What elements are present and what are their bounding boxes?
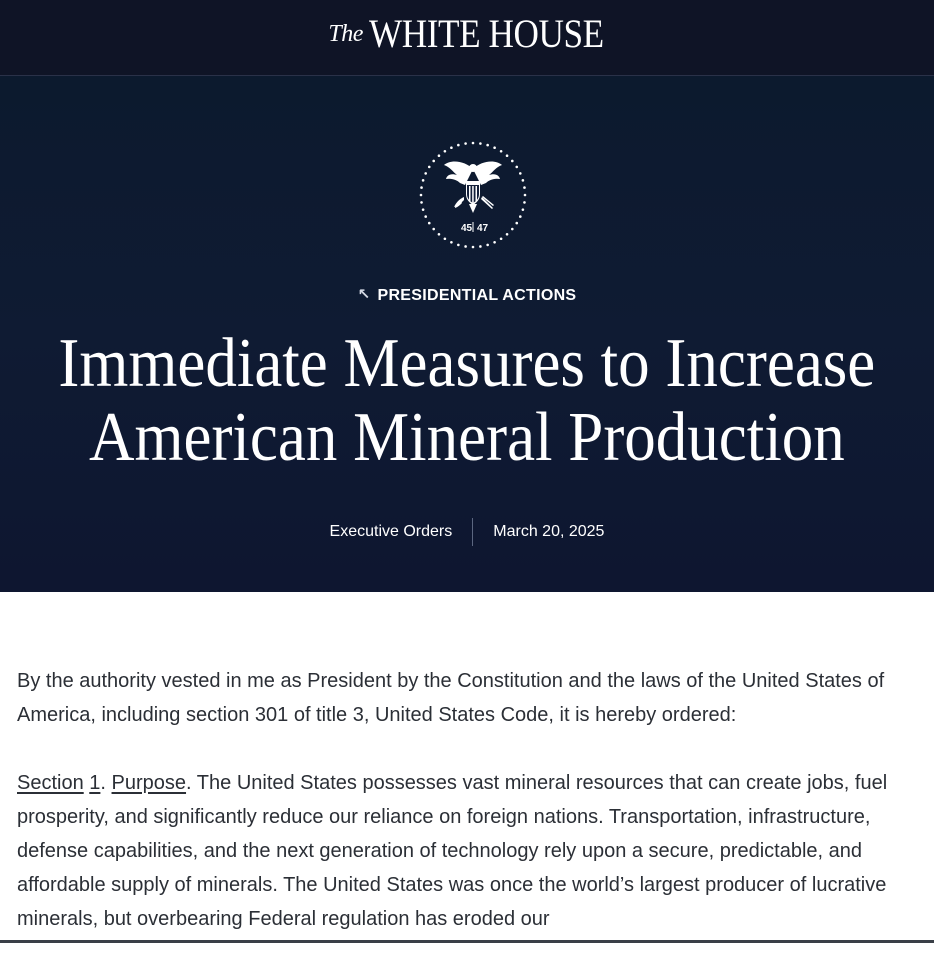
section-text: The United States possesses vast mineral resources that can create jobs, fuel prosperity, and significantly reduce our reliance on foreign nations. Transportation, infrastructure, defense capabilities, and the next generation of technology rely upon a secure, predictable, and affordable supply of minerals. The United States was once the world’s largest producer of lucrative minerals, but overbearing Federal regulation has eroded our [17, 772, 888, 930]
seal-star [444, 237, 447, 240]
section-label: Section [17, 772, 84, 794]
seal-number-right: 47 [477, 223, 489, 234]
seal-star [500, 237, 503, 240]
article-meta [0, 518, 934, 546]
presidential-seal-icon [417, 139, 529, 251]
seal-star [522, 179, 525, 182]
seal-star [428, 166, 431, 169]
seal-star [450, 241, 453, 244]
seal-star [515, 222, 518, 225]
seal-star [472, 246, 475, 249]
seal-star [524, 194, 527, 197]
seal-star [420, 186, 423, 189]
seal-star [486, 244, 489, 247]
seal-star [506, 233, 509, 236]
section-heading: Purpose [111, 772, 187, 794]
site-logo-link[interactable] [0, 10, 934, 57]
brand-prefix: The [328, 21, 363, 47]
seal-star [420, 194, 423, 197]
intro-paragraph: By the authority vested in me as President by the Constitution and the laws of the United States of America, including section 301 of title 3, United States Code, it is hereby ordered: [17, 670, 885, 726]
category-link[interactable] [0, 285, 934, 305]
seal-star [493, 146, 496, 149]
heading-period: . [186, 772, 192, 794]
seal-star [457, 144, 460, 147]
page-title [0, 327, 934, 475]
seal-number-left: 45 [461, 223, 473, 234]
seal-star [511, 160, 514, 163]
seal-star [420, 201, 423, 204]
seal-star [464, 245, 467, 248]
seal-star [472, 142, 475, 145]
meta-divider [472, 518, 473, 546]
seal-star [432, 160, 435, 163]
title-line-1: Immediate Measures to Increase [58, 325, 876, 402]
seal-star [519, 215, 522, 218]
seal-star [422, 179, 425, 182]
seal-star [493, 241, 496, 244]
seal-star [511, 228, 514, 231]
seal-star [523, 186, 526, 189]
article-hero [0, 76, 934, 592]
seal-star [438, 154, 441, 157]
seal-star [422, 208, 425, 211]
seal-star [486, 144, 489, 147]
category-label: PRESIDENTIAL ACTIONS [377, 287, 577, 304]
seal-star [457, 244, 460, 247]
seal-star [450, 146, 453, 149]
section-1-paragraph [17, 766, 927, 936]
article-date: March 20, 2025 [493, 523, 605, 540]
seal-star [479, 142, 482, 145]
seal-star [424, 215, 427, 218]
seal-star [438, 233, 441, 236]
seal-star [444, 150, 447, 153]
title-line-2: American Mineral Production [89, 399, 845, 476]
section-period: . [100, 772, 106, 794]
seal-star [523, 201, 526, 204]
seal-star [519, 172, 522, 175]
seal-star [522, 208, 525, 211]
brand-name: WHITE HOUSE [368, 11, 604, 56]
seal-star [424, 172, 427, 175]
seal-star [464, 142, 467, 145]
seal-star [428, 222, 431, 225]
seal-star [515, 166, 518, 169]
seal-star [506, 154, 509, 157]
article-type-link[interactable]: Executive Orders [329, 523, 453, 540]
seal-star [479, 245, 482, 248]
seal-star [432, 228, 435, 231]
arrow-up-left-icon: ↖ [357, 286, 371, 303]
site-header [0, 0, 934, 76]
seal-star [500, 150, 503, 153]
article-body [17, 664, 927, 970]
section-number: 1 [89, 772, 101, 794]
